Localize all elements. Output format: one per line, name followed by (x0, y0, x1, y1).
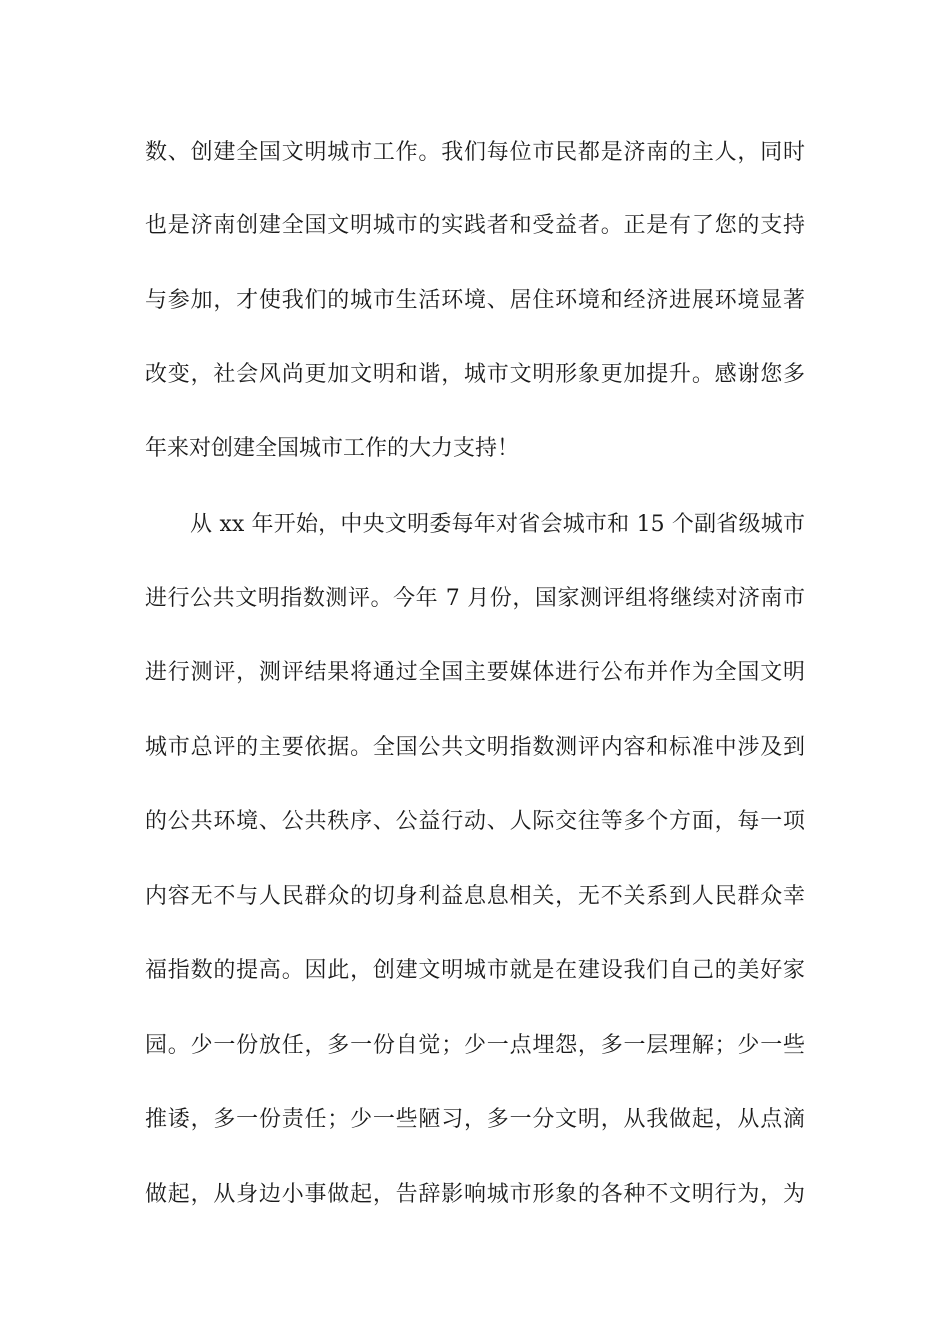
paragraph-first-line: 从 xx 年开始，中央文明委每年对省会城市和 15 个副省级城市 (190, 512, 805, 537)
body-text-line: 内容无不与人民群众的切身利益息息相关，无不关系到人民群众幸 (145, 884, 805, 909)
body-text-line: 进行公共文明指数测评。今年 7 月份，国家测评组将继续对济南市 (145, 586, 805, 611)
body-text-line: 做起，从身边小事做起，告辞影响城市形象的各种不文明行为，为 (145, 1182, 805, 1207)
body-text-line: 改变，社会风尚更加文明和谐，城市文明形象更加提升。感谢您多 (145, 362, 805, 387)
body-text-line: 的公共环境、公共秩序、公益行动、人际交往等多个方面，每一项 (145, 809, 805, 834)
body-text-line: 福指数的提高。因此，创建文明城市就是在建设我们自己的美好家 (145, 958, 805, 983)
body-text-line: 也是济南创建全国文明城市的实践者和受益者。正是有了您的支持 (145, 213, 805, 238)
body-text-line: 与参加，才使我们的城市生活环境、居住环境和经济进展环境显著 (145, 288, 805, 313)
body-text-line: 园。少一份放任，多一份自觉；少一点埋怨，多一层理解；少一些 (145, 1033, 805, 1058)
body-text-line: 城市总评的主要依据。全国公共文明指数测评内容和标准中涉及到 (145, 735, 805, 760)
body-text-line: 推诿，多一份责任；少一些陋习，多一分文明，从我做起，从点滴 (145, 1107, 805, 1132)
body-text-line: 进行测评，测评结果将通过全国主要媒体进行公布并作为全国文明 (145, 660, 805, 685)
body-text-line: 数、创建全国文明城市工作。我们每位市民都是济南的主人，同时 (145, 140, 805, 165)
body-text-line: 年来对创建全国城市工作的大力支持！ (145, 436, 520, 461)
